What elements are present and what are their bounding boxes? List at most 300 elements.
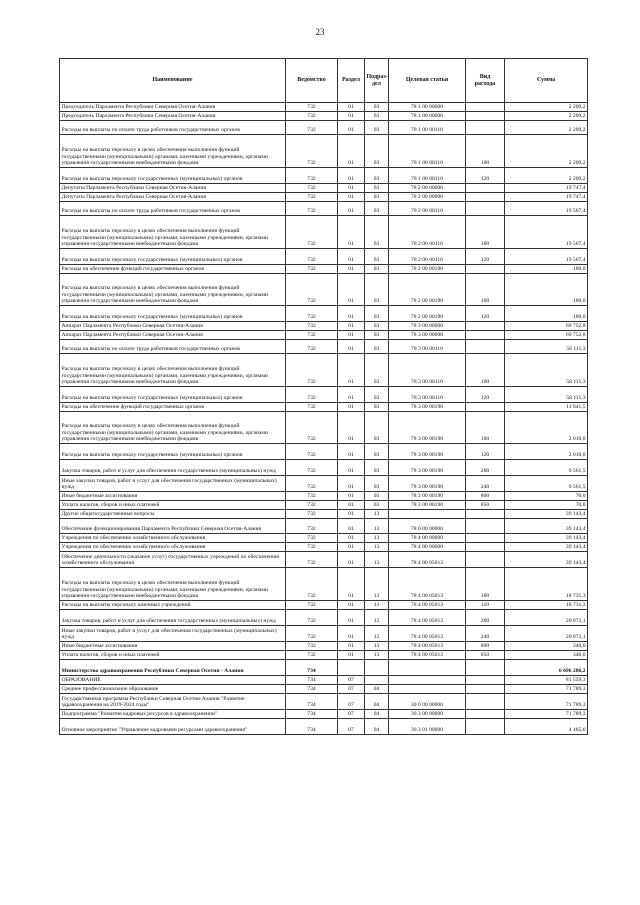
cell-target-article: 78 0 00 00000 <box>389 519 466 534</box>
cell-amount: 69 752,8 <box>505 331 588 340</box>
cell-department: 732 <box>286 610 338 626</box>
cell-name: Учреждения по обеспечению хозяйственного обслуживания <box>60 543 286 552</box>
table-row <box>60 121 588 135</box>
cell-amount: 39 143,4 <box>505 543 588 552</box>
table-row <box>60 642 588 651</box>
cell-name: Закупка товаров, работ и услуг для обеспечения государственных (муниципальных) нужд <box>60 460 286 476</box>
cell-target-article: 78 3 00 00190 <box>389 444 466 460</box>
cell-amount: 18 731,3 <box>505 601 588 610</box>
cell-amount: 18 731,3 <box>505 568 588 601</box>
cell-section: 01 <box>338 510 365 519</box>
cell-department: 734 <box>286 694 338 710</box>
table-row <box>60 112 588 121</box>
cell-department: 732 <box>286 534 338 543</box>
table-row <box>60 354 588 387</box>
cell-department: 732 <box>286 412 338 444</box>
cell-amount: 70,0 <box>505 501 588 510</box>
cell-subsection: 04 <box>365 710 389 719</box>
table-row <box>60 476 588 492</box>
cell-subsection: 03 <box>365 216 389 249</box>
cell-section: 01 <box>338 322 365 331</box>
cell-department: 732 <box>286 331 338 340</box>
table-row <box>60 444 588 460</box>
cell-section: 07 <box>338 676 365 685</box>
cell-amount: 58 111,3 <box>505 387 588 403</box>
cell-target-article: 78 1 00 00000 <box>389 112 466 121</box>
cell-amount: 4 465,6 <box>505 719 588 735</box>
cell-department: 732 <box>286 121 338 135</box>
cell-target-article: 78 2 00 00000 <box>389 184 466 193</box>
cell-expense-type: 120 <box>466 444 505 460</box>
header-department: Ведомство <box>286 59 338 103</box>
cell-amount: 81 559,3 <box>505 676 588 685</box>
cell-target-article: 78 3 00 00190 <box>389 476 466 492</box>
cell-name: Председатель Парламента Республики Северная Осетия-Алания <box>60 112 286 121</box>
table-row <box>60 265 588 274</box>
cell-amount: 58 111,3 <box>505 340 588 354</box>
cell-subsection: 03 <box>365 168 389 184</box>
cell-expense-type: 850 <box>466 501 505 510</box>
cell-section: 01 <box>338 387 365 403</box>
cell-amount: 19 567,4 <box>505 202 588 216</box>
cell-expense-type: 120 <box>466 249 505 265</box>
page-number: 23 <box>315 27 325 37</box>
cell-section: 01 <box>338 460 365 476</box>
cell-expense-type <box>466 322 505 331</box>
table-row <box>60 660 588 676</box>
cell-name: Аппарат Парламента Республики Северная Осетия-Алания <box>60 331 286 340</box>
cell-expense-type <box>466 103 505 112</box>
cell-subsection: 03 <box>365 184 389 193</box>
cell-target-article: 78 2 00 00190 <box>389 274 466 306</box>
cell-section: 01 <box>338 519 365 534</box>
table-row <box>60 412 588 444</box>
cell-name: ОБРАЗОВАНИЕ <box>60 676 286 685</box>
header-section: Раздел <box>338 59 365 103</box>
cell-department: 732 <box>286 306 338 322</box>
table-row <box>60 651 588 660</box>
cell-section: 01 <box>338 534 365 543</box>
cell-section: 01 <box>338 265 365 274</box>
table-row <box>60 710 588 719</box>
cell-name: Иные закупки товаров, работ и услуг для обеспечения государственных (муниципальных) нужд <box>60 626 286 642</box>
cell-name: Депутаты Парламента Республики Северная Осетия-Алания <box>60 193 286 202</box>
cell-section: 01 <box>338 444 365 460</box>
cell-section: 01 <box>338 626 365 642</box>
cell-department: 732 <box>286 184 338 193</box>
table-row <box>60 492 588 501</box>
cell-department: 732 <box>286 249 338 265</box>
cell-target-article: 78 1 00 00110 <box>389 168 466 184</box>
cell-subsection: 04 <box>365 694 389 710</box>
cell-expense-type: 200 <box>466 610 505 626</box>
cell-section <box>338 660 365 676</box>
cell-amount: 9 561,5 <box>505 460 588 476</box>
cell-amount: 71 789,3 <box>505 685 588 694</box>
cell-expense-type: 100 <box>466 216 505 249</box>
cell-target-article: 78 1 00 00000 <box>389 103 466 112</box>
cell-section: 01 <box>338 184 365 193</box>
cell-department: 732 <box>286 626 338 642</box>
cell-name: Иные бюджетные ассигнования <box>60 642 286 651</box>
cell-name: Другие общегосударственные вопросы <box>60 510 286 519</box>
cell-section: 01 <box>338 202 365 216</box>
cell-department: 732 <box>286 340 338 354</box>
cell-target-article: 78 3 00 00110 <box>389 387 466 403</box>
table-row <box>60 168 588 184</box>
cell-department: 732 <box>286 193 338 202</box>
cell-amount: 2 010,0 <box>505 412 588 444</box>
cell-department: 734 <box>286 685 338 694</box>
cell-target-article <box>389 660 466 676</box>
cell-name: Расходы на выплаты по оплате труда работников государственных органов <box>60 121 286 135</box>
cell-subsection: 03 <box>365 135 389 168</box>
cell-department: 732 <box>286 265 338 274</box>
cell-section: 01 <box>338 651 365 660</box>
cell-subsection: 03 <box>365 193 389 202</box>
cell-expense-type: 100 <box>466 354 505 387</box>
cell-expense-type <box>466 184 505 193</box>
cell-expense-type <box>466 660 505 676</box>
cell-name: Расходы на выплаты персоналу государственных (муниципальных) органов <box>60 249 286 265</box>
cell-target-article: 78 3 00 00110 <box>389 354 466 387</box>
cell-subsection: 13 <box>365 610 389 626</box>
cell-amount: 9 561,5 <box>505 476 588 492</box>
cell-section: 01 <box>338 403 365 412</box>
cell-subsection: 13 <box>365 510 389 519</box>
cell-name: Основное мероприятие "Управление кадровыми ресурсами здравоохранения" <box>60 719 286 735</box>
cell-department: 732 <box>286 444 338 460</box>
cell-amount: 39 143,4 <box>505 552 588 568</box>
cell-amount: 71 789,3 <box>505 694 588 710</box>
cell-amount: 70,0 <box>505 492 588 501</box>
cell-section: 01 <box>338 476 365 492</box>
cell-department: 732 <box>286 103 338 112</box>
cell-name: Подпрограмма "Развитие кадровых ресурсов в здравоохранении" <box>60 710 286 719</box>
cell-name: Расходы на выплаты персоналу казенных учреждений <box>60 601 286 610</box>
cell-section: 01 <box>338 492 365 501</box>
cell-subsection <box>365 676 389 685</box>
table-row <box>60 626 588 642</box>
cell-subsection: 03 <box>365 501 389 510</box>
cell-amount: 71 789,3 <box>505 710 588 719</box>
cell-subsection: 03 <box>365 103 389 112</box>
table-row <box>60 340 588 354</box>
cell-amount: 2 209,2 <box>505 112 588 121</box>
cell-subsection: 03 <box>365 322 389 331</box>
cell-subsection: 13 <box>365 642 389 651</box>
cell-amount: 11 641,5 <box>505 403 588 412</box>
cell-name: Расходы на выплаты персоналу государственных (муниципальных) органов <box>60 168 286 184</box>
cell-subsection: 13 <box>365 626 389 642</box>
cell-subsection: 04 <box>365 685 389 694</box>
cell-section: 01 <box>338 552 365 568</box>
cell-section: 01 <box>338 306 365 322</box>
table-row <box>60 534 588 543</box>
header-name: Наименование <box>60 59 286 103</box>
table-header-row <box>60 59 588 103</box>
table-row <box>60 274 588 306</box>
cell-section: 01 <box>338 354 365 387</box>
cell-section: 07 <box>338 719 365 735</box>
cell-target-article: 78 2 00 00110 <box>389 249 466 265</box>
cell-subsection: 04 <box>365 719 389 735</box>
cell-subsection: 03 <box>365 412 389 444</box>
cell-name: Уплата налогов, сборов и иных платежей <box>60 651 286 660</box>
cell-name: Расходы на выплаты персоналу государственных (муниципальных) органов <box>60 306 286 322</box>
cell-section: 01 <box>338 543 365 552</box>
cell-target-article: 78 3 00 00190 <box>389 460 466 476</box>
cell-target-article: 78 4 00 05013 <box>389 552 466 568</box>
cell-department: 732 <box>286 168 338 184</box>
table-row <box>60 387 588 403</box>
cell-subsection: 03 <box>365 121 389 135</box>
cell-name: Государственная программа Республики Северная Осетия-Алания "Развитие здравоохранения на 2019-2024 годы" <box>60 694 286 710</box>
cell-name: Депутаты Парламента Республики Северная Осетия-Алания <box>60 184 286 193</box>
cell-amount: 340,0 <box>505 651 588 660</box>
cell-section: 01 <box>338 412 365 444</box>
cell-section: 07 <box>338 710 365 719</box>
cell-section: 01 <box>338 340 365 354</box>
cell-subsection: 13 <box>365 601 389 610</box>
cell-target-article: 30 0 00 00000 <box>389 694 466 710</box>
cell-target-article: 78 1 00 00110 <box>389 121 466 135</box>
cell-expense-type: 850 <box>466 651 505 660</box>
cell-target-article: 78 3 00 00190 <box>389 403 466 412</box>
cell-target-article: 78 4 00 05013 <box>389 610 466 626</box>
cell-subsection: 13 <box>365 552 389 568</box>
cell-expense-type: 100 <box>466 412 505 444</box>
cell-amount: 2 209,2 <box>505 121 588 135</box>
cell-name: Расходы на выплаты персоналу в целях обеспечения выполнения функций государственными (муниципальными) органами, казенными учреждениями, органами управления государственными внебюджетными фондами <box>60 412 286 444</box>
cell-expense-type <box>466 121 505 135</box>
table-row <box>60 543 588 552</box>
table-row <box>60 501 588 510</box>
cell-expense-type <box>466 694 505 710</box>
table-row <box>60 694 588 710</box>
cell-amount: 58 111,3 <box>505 354 588 387</box>
table-row <box>60 719 588 735</box>
cell-target-article: 78 4 00 00000 <box>389 543 466 552</box>
cell-expense-type <box>466 519 505 534</box>
table-row <box>60 403 588 412</box>
table-row <box>60 685 588 694</box>
cell-amount: 2 209,2 <box>505 103 588 112</box>
cell-expense-type <box>466 676 505 685</box>
cell-expense-type <box>466 710 505 719</box>
cell-target-article: 78 4 00 00000 <box>389 534 466 543</box>
cell-subsection: 03 <box>365 444 389 460</box>
cell-department: 732 <box>286 322 338 331</box>
cell-expense-type <box>466 510 505 519</box>
cell-target-article: 78 4 00 05013 <box>389 651 466 660</box>
cell-subsection: 03 <box>365 112 389 121</box>
cell-target-article: 78 3 00 00000 <box>389 322 466 331</box>
cell-amount: 340,0 <box>505 642 588 651</box>
cell-amount: 20 072,1 <box>505 610 588 626</box>
cell-target-article: 78 3 00 00000 <box>389 331 466 340</box>
cell-expense-type <box>466 685 505 694</box>
cell-name: Расходы на обеспечение функций государственных органов <box>60 265 286 274</box>
cell-subsection: 03 <box>365 460 389 476</box>
cell-section: 01 <box>338 135 365 168</box>
cell-subsection: 13 <box>365 568 389 601</box>
cell-amount: 20 072,1 <box>505 626 588 642</box>
cell-name: Иные бюджетные ассигнования <box>60 492 286 501</box>
cell-target-article: 78 4 00 05013 <box>389 568 466 601</box>
cell-department: 732 <box>286 476 338 492</box>
cell-expense-type: 100 <box>466 135 505 168</box>
cell-name: Среднее профессиональное образование <box>60 685 286 694</box>
cell-amount: 19 567,4 <box>505 249 588 265</box>
cell-amount: 39 143,4 <box>505 534 588 543</box>
cell-expense-type <box>466 719 505 735</box>
cell-target-article: 78 2 00 00110 <box>389 202 466 216</box>
table-row <box>60 306 588 322</box>
cell-section: 01 <box>338 274 365 306</box>
cell-department: 732 <box>286 651 338 660</box>
cell-subsection: 13 <box>365 651 389 660</box>
table-row <box>60 184 588 193</box>
cell-target-article <box>389 510 466 519</box>
cell-department: 732 <box>286 216 338 249</box>
cell-subsection: 03 <box>365 354 389 387</box>
cell-target-article: 78 2 00 00190 <box>389 265 466 274</box>
cell-subsection: 03 <box>365 249 389 265</box>
cell-department: 734 <box>286 676 338 685</box>
cell-subsection: 13 <box>365 519 389 534</box>
cell-subsection: 13 <box>365 534 389 543</box>
cell-subsection: 03 <box>365 387 389 403</box>
cell-department: 732 <box>286 354 338 387</box>
table-row <box>60 510 588 519</box>
table-row <box>60 552 588 568</box>
cell-section: 01 <box>338 610 365 626</box>
cell-name: Расходы на выплаты персоналу в целях обеспечения выполнения функций государственными (муниципальными) органами, казенными учреждениями, органами управления государственными внебюджетными фондами <box>60 216 286 249</box>
cell-name: Расходы на выплаты персоналу в целях обеспечения выполнения функций государственными (муниципальными) органами, казенными учреждениями, органами управления государственными внебюджетными фондами <box>60 135 286 168</box>
cell-department: 732 <box>286 552 338 568</box>
cell-amount: 19 747,4 <box>505 184 588 193</box>
cell-expense-type: 120 <box>466 387 505 403</box>
cell-amount: 69 752,8 <box>505 322 588 331</box>
cell-department: 732 <box>286 202 338 216</box>
table-row <box>60 676 588 685</box>
cell-target-article: 78 3 00 00190 <box>389 501 466 510</box>
cell-department: 734 <box>286 719 338 735</box>
cell-expense-type: 120 <box>466 306 505 322</box>
cell-expense-type <box>466 193 505 202</box>
cell-target-article: 78 4 00 05013 <box>389 601 466 610</box>
cell-target-article: 78 2 00 00000 <box>389 193 466 202</box>
cell-expense-type: 240 <box>466 626 505 642</box>
cell-section: 01 <box>338 642 365 651</box>
table-row <box>60 460 588 476</box>
cell-department: 732 <box>286 135 338 168</box>
cell-subsection: 03 <box>365 306 389 322</box>
cell-section: 01 <box>338 121 365 135</box>
table-row <box>60 519 588 534</box>
cell-name: Председатель Парламента Республики Северная Осетия-Алания <box>60 103 286 112</box>
cell-subsection: 03 <box>365 340 389 354</box>
cell-department: 732 <box>286 601 338 610</box>
table-body <box>60 103 588 735</box>
cell-section: 01 <box>338 112 365 121</box>
cell-amount: 2 209,2 <box>505 135 588 168</box>
cell-subsection: 03 <box>365 202 389 216</box>
table-row <box>60 135 588 168</box>
cell-target-article: 78 2 00 00190 <box>389 306 466 322</box>
cell-department: 732 <box>286 519 338 534</box>
cell-name: Расходы на выплаты персоналу в целях обеспечения выполнения функций государственными (муниципальными) органами, казенными учреждениями, органами управления государственными внебюджетными фондами <box>60 274 286 306</box>
table-row <box>60 103 588 112</box>
cell-expense-type: 100 <box>466 274 505 306</box>
cell-name: Расходы на выплаты персоналу государственных (муниципальных) органов <box>60 387 286 403</box>
cell-subsection <box>365 660 389 676</box>
cell-target-article: 78 1 00 00110 <box>389 135 466 168</box>
cell-subsection: 03 <box>365 331 389 340</box>
header-amount: Сумма <box>505 59 588 103</box>
budget-table <box>59 58 588 735</box>
cell-department: 732 <box>286 492 338 501</box>
cell-name: Расходы на выплаты по оплате труда работников государственных органов <box>60 202 286 216</box>
header-expense-type: Вид расхода <box>466 59 505 103</box>
cell-department: 732 <box>286 501 338 510</box>
cell-amount: 39 143,4 <box>505 510 588 519</box>
cell-expense-type <box>466 534 505 543</box>
cell-section: 07 <box>338 694 365 710</box>
cell-name: Расходы на выплаты персоналу в целях обеспечения выполнения функций государственными (муниципальными) органами, казенными учреждениями, органами управления государственными внебюджетными фондами <box>60 354 286 387</box>
header-subsection: Подраз- дел <box>365 59 389 103</box>
cell-name: Уплата налогов, сборов и иных платежей <box>60 501 286 510</box>
header-target-article: Целевая статья <box>389 59 466 103</box>
cell-department: 732 <box>286 568 338 601</box>
cell-section: 01 <box>338 216 365 249</box>
cell-name: Учреждения по обеспечению хозяйственного обслуживания <box>60 534 286 543</box>
cell-expense-type <box>466 112 505 121</box>
cell-department: 732 <box>286 510 338 519</box>
cell-amount: 180,0 <box>505 306 588 322</box>
cell-section: 01 <box>338 168 365 184</box>
cell-amount: 180,0 <box>505 265 588 274</box>
cell-expense-type: 240 <box>466 476 505 492</box>
cell-section: 01 <box>338 601 365 610</box>
cell-subsection: 03 <box>365 403 389 412</box>
cell-name: Расходы на выплаты персоналу в целях обеспечения выполнения функций государственными (муниципальными) органами, казенными учреждениями, органами управления государственными внебюджетными фондами <box>60 568 286 601</box>
cell-target-article: 30 3 00 00000 <box>389 710 466 719</box>
cell-amount: 19 567,4 <box>505 216 588 249</box>
table-row <box>60 331 588 340</box>
cell-expense-type: 120 <box>466 168 505 184</box>
table-row <box>60 249 588 265</box>
cell-department: 734 <box>286 660 338 676</box>
cell-section: 01 <box>338 568 365 601</box>
cell-amount: 180,0 <box>505 274 588 306</box>
cell-expense-type <box>466 265 505 274</box>
cell-department: 734 <box>286 710 338 719</box>
cell-department: 732 <box>286 274 338 306</box>
cell-subsection: 13 <box>365 543 389 552</box>
cell-expense-type <box>466 552 505 568</box>
cell-department: 732 <box>286 112 338 121</box>
cell-name: Расходы на выплаты по оплате труда работников государственных органов <box>60 340 286 354</box>
cell-target-article: 78 3 00 00190 <box>389 492 466 501</box>
cell-section: 01 <box>338 501 365 510</box>
cell-name: Обеспечение деятельности (оказание услуг) государственных учреждений по обеспечению хозяйственного обслуживания <box>60 552 286 568</box>
cell-expense-type: 200 <box>466 460 505 476</box>
cell-amount: 19 747,4 <box>505 193 588 202</box>
cell-department: 732 <box>286 642 338 651</box>
table-row <box>60 216 588 249</box>
